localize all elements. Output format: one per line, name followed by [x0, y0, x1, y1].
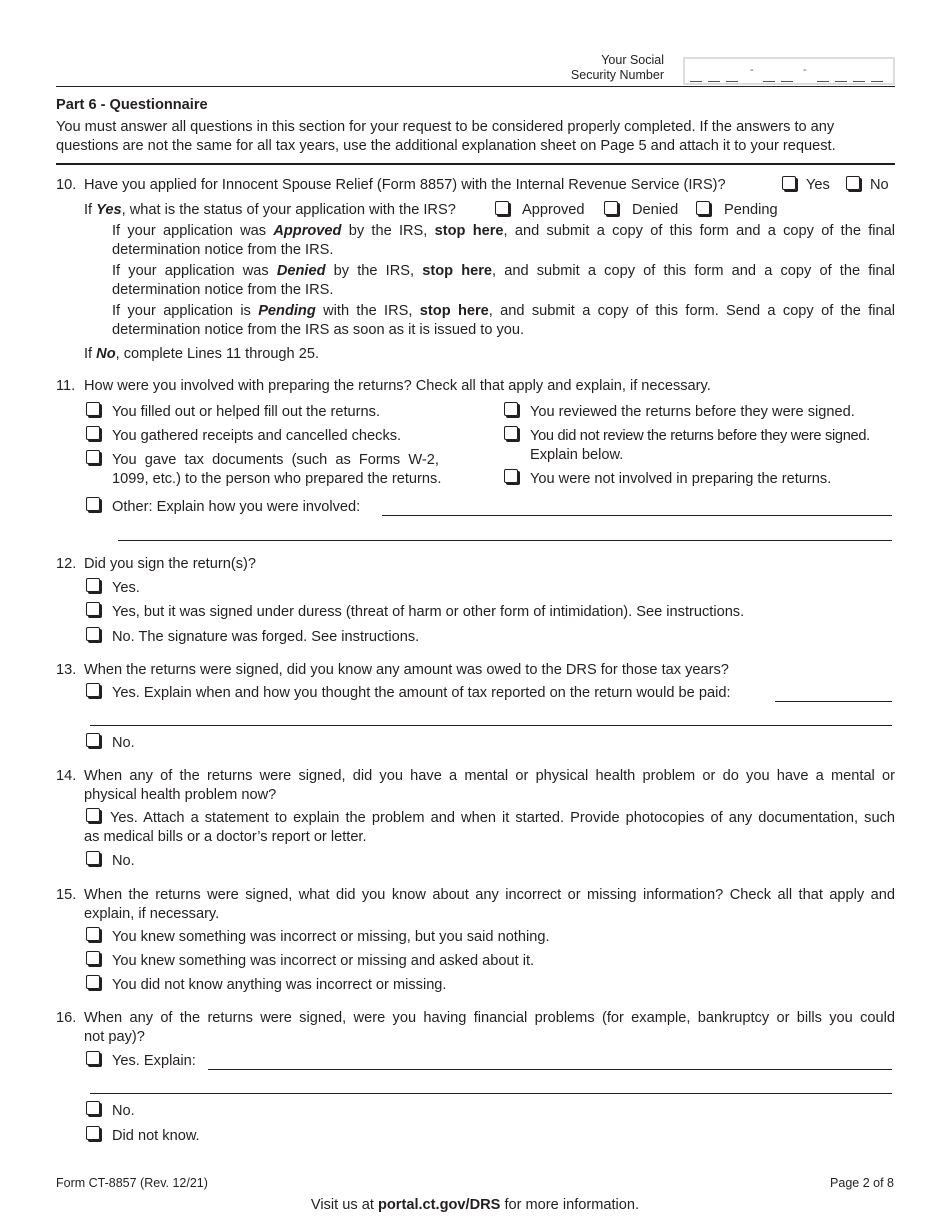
- q13-explain-input[interactable]: [775, 701, 892, 702]
- q16-yes-checkbox[interactable]: [86, 1051, 100, 1065]
- ssn-digit-slot: [853, 81, 865, 82]
- text: If your application was: [112, 263, 277, 279]
- q13-yes-checkbox[interactable]: [86, 683, 100, 697]
- pending-word: Pending: [258, 303, 316, 319]
- text: as medical bills or a doctor’s report or letter.: [84, 829, 367, 845]
- q10-yes-label: Yes: [806, 177, 830, 193]
- text: by the IRS,: [341, 223, 435, 239]
- q10-no-checkbox[interactable]: [846, 176, 860, 190]
- q14-no-label: No.: [112, 853, 135, 869]
- q10-yes-checkbox[interactable]: [782, 176, 796, 190]
- text: You did not review the returns before they were signed.: [530, 428, 870, 444]
- q12-forged-checkbox[interactable]: [86, 627, 100, 641]
- ssn-label: [571, 53, 664, 83]
- q16-explain-input-line-2[interactable]: [90, 1093, 892, 1094]
- q11-reviewed-label: You reviewed the returns before they were signed.: [530, 404, 855, 420]
- text: determination notice from the IRS.: [112, 242, 334, 258]
- q12-duress-checkbox[interactable]: [86, 602, 100, 616]
- q10-approved-label: Approved: [522, 202, 585, 218]
- q11-gave-docs-label: [112, 451, 487, 489]
- q11-not-involved-checkbox[interactable]: [504, 469, 518, 483]
- text: for more information.: [500, 1197, 640, 1213]
- q10-if-yes-word: Yes: [96, 202, 122, 218]
- q15-did-not-know-checkbox[interactable]: [86, 975, 100, 989]
- q14-text: [84, 767, 895, 805]
- q10-if-yes-rest: , what is the status of your application with the IRS?: [121, 202, 456, 218]
- q11-did-not-review-label: [530, 427, 870, 465]
- q11-number: 11.: [56, 378, 76, 394]
- q11-other-input[interactable]: [382, 515, 892, 516]
- stop-here: stop here: [422, 263, 493, 279]
- text: If your application was: [112, 223, 274, 239]
- text: You gave tax documents (such as Forms W-2,: [112, 452, 439, 468]
- intro-line-1: You must answer all questions in this section for your request to be considered properly completed. If the answers to any: [56, 119, 835, 135]
- q11-filled-out-label: You filled out or helped fill out the returns.: [112, 404, 380, 420]
- q15-did-not-know-label: You did not know anything was incorrect or missing.: [112, 977, 447, 993]
- q10-denied-instruction: [112, 262, 895, 300]
- q12-yes-label: Yes.: [112, 580, 140, 596]
- q11-not-involved-label: You were not involved in preparing the returns.: [530, 471, 832, 487]
- q11-text: How were you involved with preparing the returns? Check all that apply and explain, if necessary.: [84, 378, 711, 394]
- text: not pay)?: [84, 1029, 145, 1045]
- q10-pending-label: Pending: [724, 202, 778, 218]
- approved-word: Approved: [273, 223, 342, 239]
- q15-asked-checkbox[interactable]: [86, 951, 100, 965]
- q13-no-label: No.: [112, 735, 135, 751]
- q15-number: 15.: [56, 887, 77, 903]
- ssn-digit-slot: [763, 81, 775, 82]
- ssn-label-line-1: Your Social: [601, 53, 664, 67]
- stop-here: stop here: [434, 223, 504, 239]
- text: determination notice from the IRS.: [112, 282, 334, 298]
- ssn-digit-slot: [708, 81, 720, 82]
- text: , and submit a copy of this form. Send a copy of the final: [488, 303, 895, 319]
- q11-gathered-checkbox[interactable]: [86, 426, 100, 440]
- q11-gave-docs-checkbox[interactable]: [86, 450, 100, 464]
- ssn-digit-slot: [690, 81, 702, 82]
- q11-filled-out-checkbox[interactable]: [86, 402, 100, 416]
- q10-approved-instruction: [112, 222, 895, 260]
- text: , and submit a copy of this form and a copy of the final: [492, 263, 895, 279]
- page-number: Page 2 of 8: [830, 1176, 894, 1190]
- q16-no-label: No.: [112, 1103, 135, 1119]
- q15-said-nothing-checkbox[interactable]: [86, 927, 100, 941]
- form-id: Form CT-8857 (Rev. 12/21): [56, 1176, 208, 1190]
- q10-pending-instruction: [112, 302, 895, 340]
- q13-yes-label: Yes. Explain when and how you thought the amount of tax reported on the return would be paid:: [112, 685, 731, 701]
- q16-explain-input[interactable]: [208, 1069, 892, 1070]
- ssn-digit-slot: [726, 81, 738, 82]
- text: , complete Lines 11 through 25.: [115, 346, 320, 362]
- q12-forged-label: No. The signature was forged. See instructions.: [112, 629, 420, 645]
- text: When the returns were signed, what did you know about any incorrect or missing information? Check all that apply and: [84, 887, 895, 903]
- q10-denied-label: Denied: [632, 202, 679, 218]
- intro-line-2: questions are not the same for all tax years, use the additional explanation sheet on Page 5 and attach it to your request.: [56, 138, 836, 154]
- q10-no-label: No: [870, 177, 889, 193]
- text: When any of the returns were signed, did you have a mental or physical health problem or do you have a mental or: [84, 768, 895, 784]
- ssn-digit-slot: [835, 81, 847, 82]
- text: If your application is: [112, 303, 259, 319]
- q14-yes-label: [84, 809, 895, 847]
- q11-reviewed-checkbox[interactable]: [504, 402, 518, 416]
- stop-here: stop here: [419, 303, 489, 319]
- q13-number: 13.: [56, 662, 77, 678]
- q13-explain-input-line-2[interactable]: [90, 725, 892, 726]
- text: When any of the returns were signed, were you having financial problems (for example, bankruptcy or bills you could: [84, 1010, 895, 1026]
- q11-other-label: Other: Explain how you were involved:: [112, 499, 361, 515]
- text: determination notice from the IRS as soon as it is issued to you.: [112, 322, 525, 338]
- q10-if-no-line: [84, 345, 319, 364]
- ssn-label-line-2: Security Number: [570, 68, 664, 82]
- text: Visit us at: [310, 1197, 378, 1213]
- q14-no-checkbox[interactable]: [86, 851, 100, 865]
- ssn-digit-slot: [781, 81, 793, 82]
- q10-number: 10.: [56, 177, 77, 193]
- text: with the IRS,: [315, 303, 420, 319]
- q16-did-not-know-checkbox[interactable]: [86, 1126, 100, 1140]
- q12-yes-checkbox[interactable]: [86, 578, 100, 592]
- text: Yes. Attach a statement to explain the problem and when it started. Provide photocopies of any documentation, such: [110, 810, 895, 826]
- q10-denied-checkbox[interactable]: [604, 201, 618, 215]
- q11-other-input-line-2[interactable]: [118, 540, 892, 541]
- ssn-digit-slot: [871, 81, 883, 82]
- q16-number: 16.: [56, 1010, 77, 1026]
- part-title: Part 6 - Questionnaire: [56, 97, 208, 113]
- q11-did-not-review-checkbox[interactable]: [504, 426, 518, 440]
- q10-if-prefix: If: [84, 202, 97, 218]
- visit-line: [0, 1196, 950, 1215]
- q12-number: 12.: [56, 556, 77, 572]
- section-rule: [56, 163, 895, 165]
- q16-no-checkbox[interactable]: [86, 1101, 100, 1115]
- q16-yes-label: Yes. Explain:: [112, 1053, 196, 1069]
- header-rule: [56, 86, 895, 87]
- q11-gathered-label: You gathered receipts and cancelled checks.: [112, 428, 402, 444]
- text: explain, if necessary.: [84, 906, 220, 922]
- text: 1099, etc.) to the person who prepared the returns.: [112, 471, 442, 487]
- denied-word: Denied: [276, 263, 326, 279]
- q13-no-checkbox[interactable]: [86, 733, 100, 747]
- q14-number: 14.: [56, 768, 77, 784]
- text: by the IRS,: [325, 263, 423, 279]
- ssn-dash: -: [803, 64, 807, 76]
- ssn-digit-slot: [817, 81, 829, 82]
- q11-other-checkbox[interactable]: [86, 497, 100, 511]
- no-word: No: [96, 346, 116, 362]
- portal-link[interactable]: portal.ct.gov/DRS: [377, 1197, 501, 1213]
- q12-duress-label: Yes, but it was signed under duress (threat of harm or other form of intimidation). See instructions.: [112, 604, 745, 620]
- text: , and submit a copy of this form and a copy of the final: [503, 223, 895, 239]
- q10-pending-checkbox[interactable]: [696, 201, 710, 215]
- q15-asked-label: You knew something was incorrect or missing and asked about it.: [112, 953, 535, 969]
- q16-did-not-know-label: Did not know.: [112, 1128, 200, 1144]
- q10-text: Have you applied for Innocent Spouse Relief (Form 8857) with the Internal Revenue Service (IRS)?: [84, 177, 726, 193]
- q10-approved-checkbox[interactable]: [495, 201, 509, 215]
- q10-if-yes-line: [84, 201, 456, 220]
- q15-text: [84, 886, 895, 924]
- q15-said-nothing-label: You knew something was incorrect or missing, but you said nothing.: [112, 929, 550, 945]
- text: Explain below.: [530, 447, 624, 463]
- q13-text: When the returns were signed, did you know any amount was owed to the DRS for those tax years?: [84, 662, 729, 678]
- text: physical health problem now?: [84, 787, 277, 803]
- q12-text: Did you sign the return(s)?: [84, 556, 256, 572]
- q16-text: [84, 1009, 895, 1047]
- text: If: [84, 346, 97, 362]
- ssn-dash: -: [750, 64, 754, 76]
